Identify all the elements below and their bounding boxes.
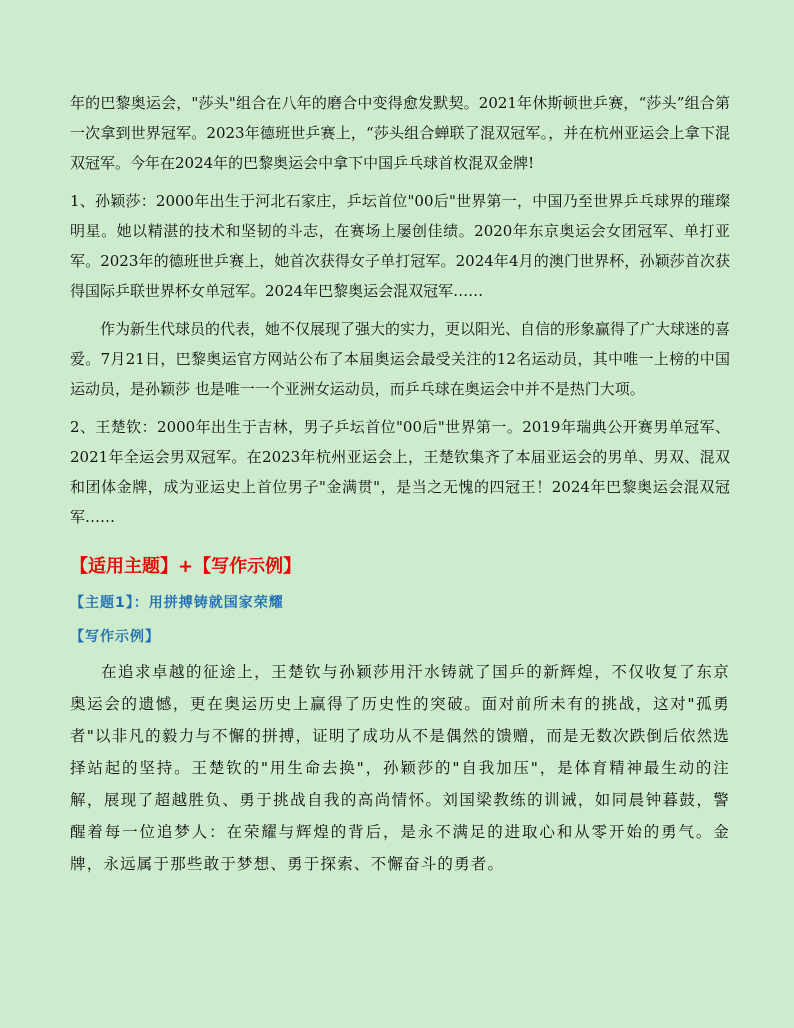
section-heading: 【适用主题】+【写作示例】 xyxy=(70,556,302,577)
sun-yingsha-bio-paragraph: 1、孙颖莎：2000年出生于河北石家庄，乒坛首位"00后"世界第一，中国乃至世界乒乓球界的璀璨明星。她以精湛的技术和坚韧的斗志，在赛场上屡创佳绩。2020年东京奥运会女团冠军、单打亚军。2023年的德班世乒赛上，她首次获得女子单打冠军。2024年4月的澳门世界杯，孙颖莎首次获得国际乒联世界杯女单冠军。2024年巴黎奥运会混双冠军…… xyxy=(70,192,730,300)
intro-paragraph: 年的巴黎奥运会，"莎头"组合在八年的磨合中变得愈发默契。2021年休斯顿世乒赛，“莎头”组合第一次拿到世界冠军。2023年德班世乒赛上，“莎头组合蝉联了混双冠军。，并在杭州亚运会上拿下混双冠军。今年在2024年的巴黎奥运会中拿下中国乒乓球首枚混双金牌! xyxy=(70,94,730,172)
essay-paragraph: 在追求卓越的征途上，王楚钦与孙颖莎用汗水铸就了国乒的新辉煌，不仅收复了东京奥运会的遗憾，更在奥运历史上赢得了历史性的突破。面对前所未有的挑战，这对"孤勇者"以非凡的毅力与不懈的拼搏，证明了成功从不是偶然的馈赠，而是无数次跌倒后依然选择站起的坚持。王楚钦的"用生命去换"，孙颖莎的"自我加压"，是体育精神最生动的注解，展现了超越胜负、勇于挑战自我的高尚情怀。刘国梁教练的训诫，如同晨钟暮鼓，警醒着每一位追梦人：在荣耀与辉煌的背后，是永不满足的进取心和从零开始的勇气。金牌，永远属于那些敢于梦想、勇于探索、不懈奋斗的勇者。 xyxy=(70,663,730,873)
wang-chuqin-bio-paragraph: 2、王楚钦：2000年出生于吉林，男子乒坛首位"00后"世界第一。2019年瑞典公开赛男单冠军、2021年全运会男双冠军。在2023年杭州亚运会上，王楚钦集齐了本届亚运会的男单、男双、混双和团体金牌，成为亚运史上首位男子"金满贯"，是当之无愧的四冠王！2024年巴黎奥运会混双冠军…… xyxy=(70,418,730,526)
theme-subheading: 【主题1】：用拼搏铸就国家荣耀 xyxy=(70,595,284,611)
example-label: 【写作示例】 xyxy=(70,629,160,645)
sun-yingsha-reputation-paragraph: 作为新生代球员的代表，她不仅展现了强大的实力，更以阳光、自信的形象赢得了广大球迷的喜爱。7月21日，巴黎奥运官方网站公布了本届奥运会最受关注的12名运动员，其中唯一上榜的中国运动员，是孙颖莎 也是唯一一个亚洲女运动员，而乒乓球在奥运会中并不是热门大项。 xyxy=(70,320,731,398)
document-page xyxy=(70,88,730,880)
